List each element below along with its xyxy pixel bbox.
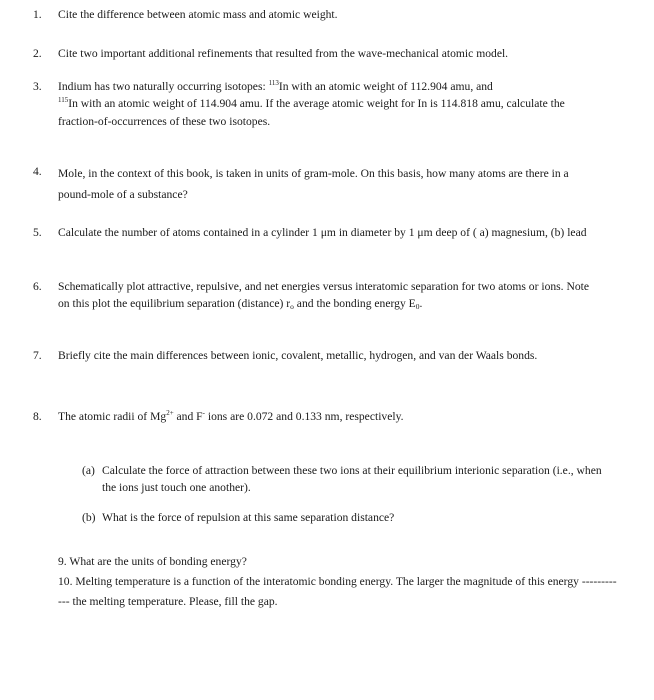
question-text: Cite the difference between atomic mass and atomic weight. (58, 8, 338, 21)
question-number: 4. (33, 165, 42, 178)
question-7 (33, 347, 598, 364)
question-9: 9. What are the units of bonding energy? (58, 555, 247, 568)
ion-charge: - (202, 409, 205, 417)
question-number: 2. (33, 47, 42, 60)
question-text: Calculate the number of atoms contained in a cylinder 1 μm in diameter by 1 μm deep of ( a) magnesium, (b) lead (58, 226, 587, 239)
question-8-part-b (82, 509, 602, 526)
question-text (58, 278, 598, 313)
text-segment: and F (173, 410, 203, 423)
question-10: 10. Melting temperature is a function of the interatomic bonding energy. The larger the magnitude of this energy ------------ the melting temperature. Please, fill the gap. (58, 575, 617, 609)
isotope-mass-number: 113 (268, 79, 279, 87)
question-number: 5. (33, 226, 42, 239)
question-text: Cite two important additional refinements that resulted from the wave-mechanical atomic model. (58, 47, 509, 60)
question-number: 6. (33, 280, 42, 293)
question-8-part-a (82, 462, 602, 497)
question-number: 8. (33, 410, 42, 423)
question-text (58, 78, 598, 130)
question-5 (33, 224, 598, 241)
text-segment: Indium has two naturally occurring isotopes: (58, 80, 269, 93)
question-text: Mole, in the context of this book, is taken in units of gram-mole. On this basis, how many atoms are there in a pound-mole of a substance? (58, 167, 569, 202)
question-number: 3. (33, 80, 42, 93)
subscript: 0 (415, 302, 420, 312)
question-number: 7. (33, 349, 42, 362)
text-segment: ions are 0.072 and 0.133 nm, respectively. (204, 410, 404, 423)
text-segment: In with an atomic weight of 114.904 amu. If the average atomic weight for In is 114.818 amu, calculate the fraction-of-occurrences of these two isotopes. (58, 97, 565, 128)
text-segment: . (419, 297, 423, 311)
question-text (58, 408, 598, 425)
isotope-mass-number: 115 (58, 96, 69, 105)
question-number: 1. (33, 8, 42, 21)
question-6 (33, 278, 598, 313)
part-text: Calculate the force of attraction between these two ions at their equilibrium interionic separation (i.e., when the ions just touch one another). (102, 464, 602, 495)
part-text: What is the force of repulsion at this same separation distance? (102, 511, 395, 524)
question-3 (33, 78, 598, 130)
text-segment: The atomic radii of Mg (58, 410, 167, 423)
text-segment: and the bonding energy E (293, 297, 416, 311)
part-label: (b) (82, 511, 96, 524)
question-text: Briefly cite the main differences between ionic, covalent, metallic, hydrogen, and van der Waals bonds. (58, 349, 538, 362)
text-segment: In with an atomic weight of 112.904 amu, and (278, 80, 493, 93)
part-label: (a) (82, 464, 95, 477)
question-8 (33, 408, 598, 425)
text-segment: Schematically plot attractive, repulsive, and net energies versus interatomic separation for two atoms or ions. Note on this plot the equilibrium separation (distance) r (58, 280, 590, 311)
ion-charge: 2+ (166, 409, 174, 417)
subscript: o (290, 302, 294, 312)
question-2 (33, 45, 598, 62)
question-1 (33, 6, 598, 23)
question-4 (33, 163, 598, 206)
